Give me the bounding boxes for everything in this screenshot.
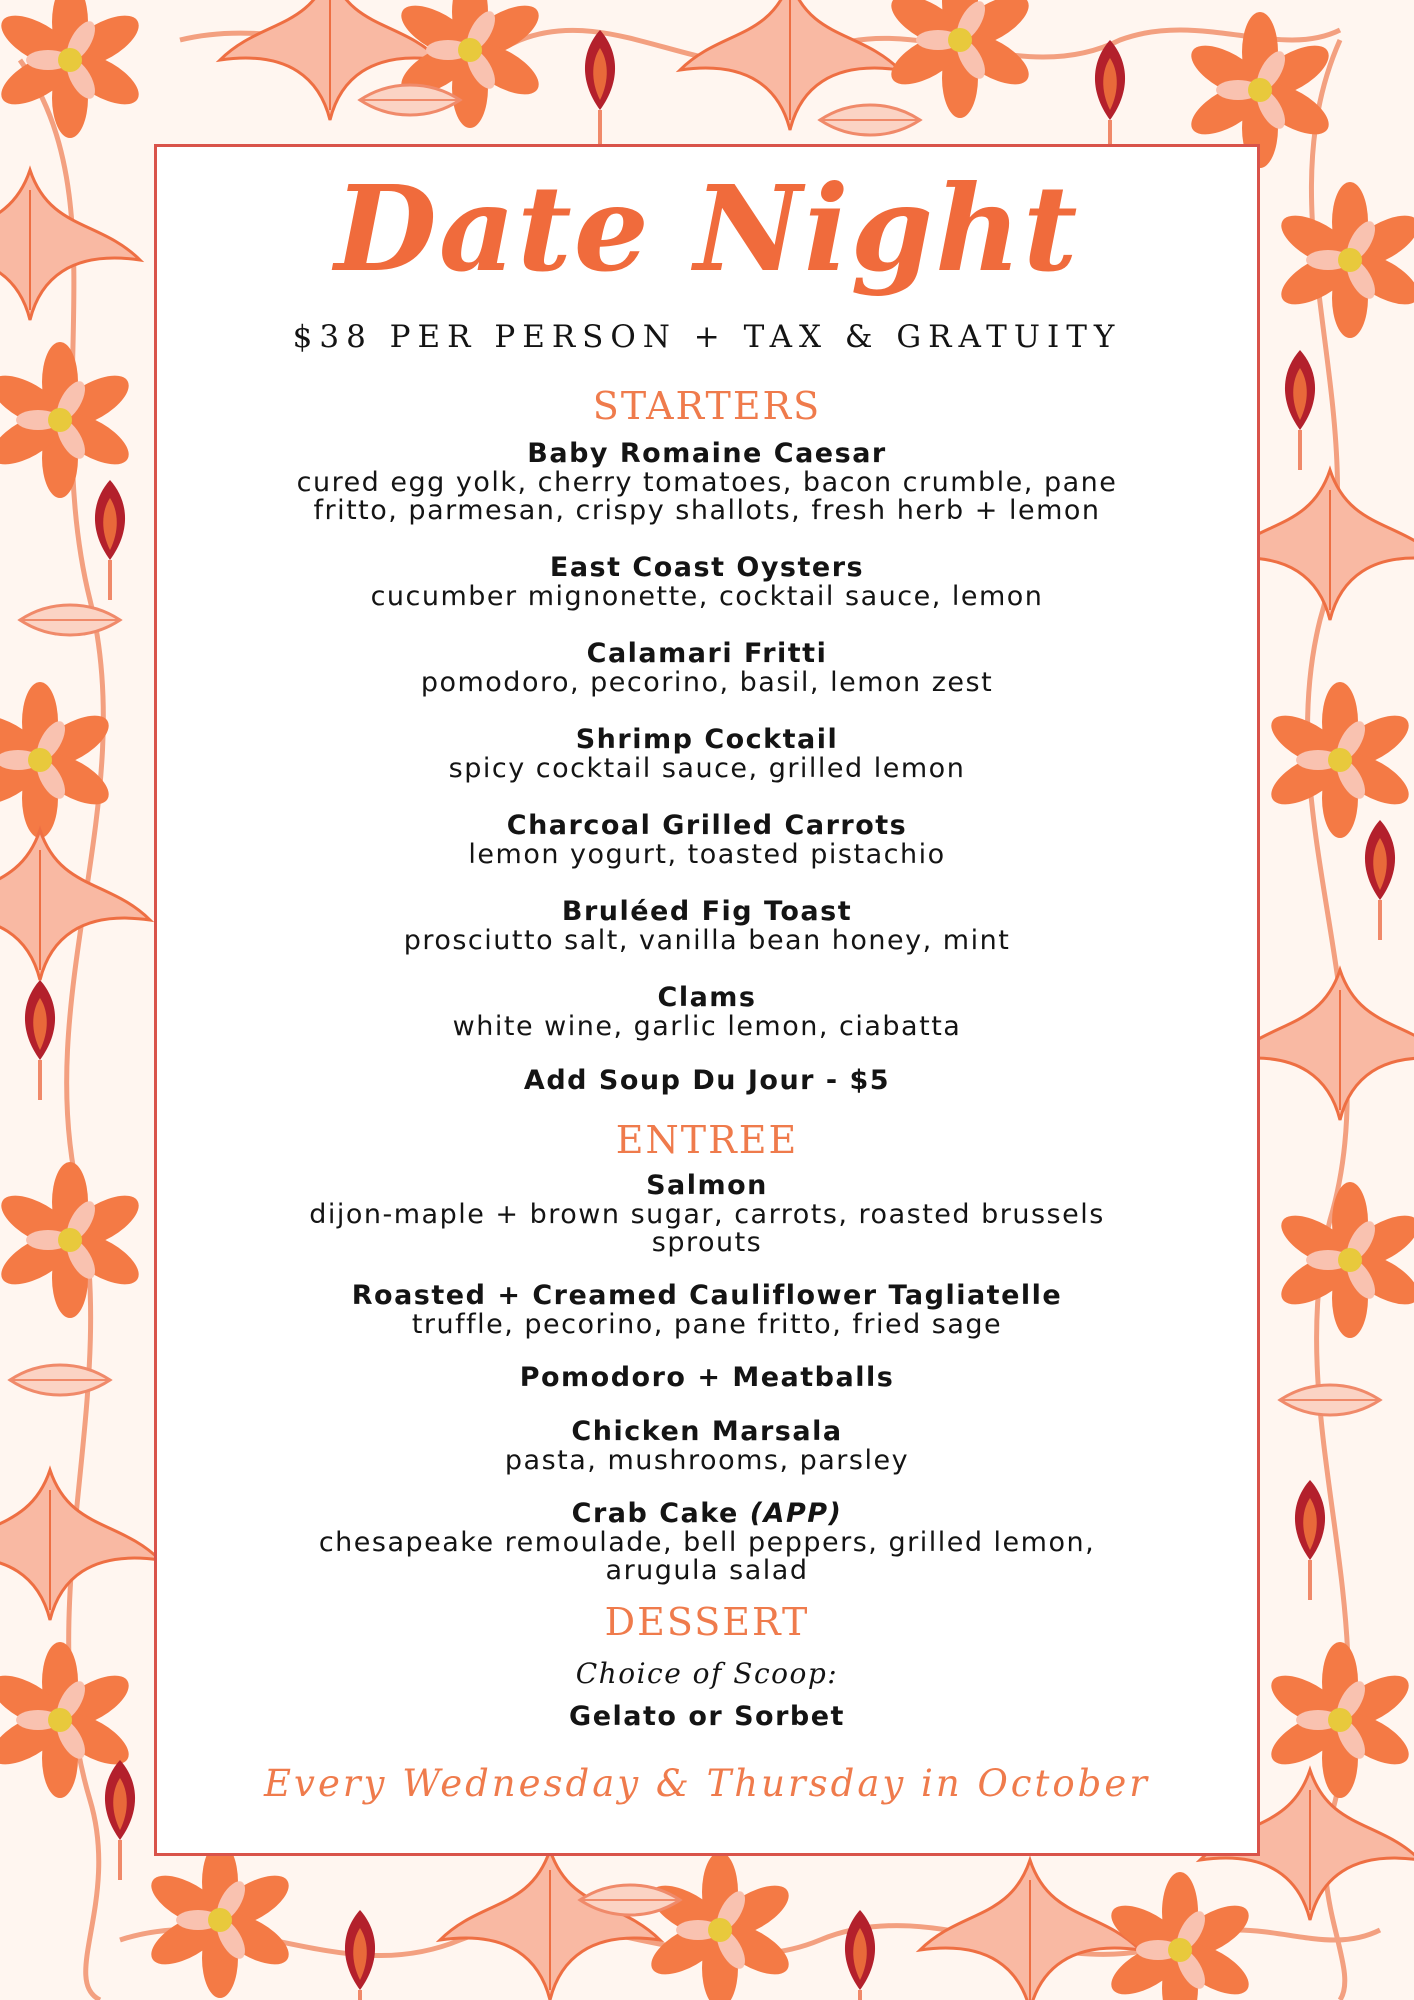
item-description: lemon yogurt, toasted pistachio [468,839,946,870]
starter-item [157,553,1257,611]
item-name: Shrimp Cocktail [575,724,839,755]
item-description: prosciutto salt, vanilla bean honey, mint [403,925,1011,956]
item-description: pomodoro, pecorino, basil, lemon zest [420,667,994,698]
item-name: East Coast Oysters [549,552,865,583]
starter-item [157,725,1257,783]
item-description: chesapeake remoulade, bell peppers, grilled lemon, arugula salad [318,1527,1096,1586]
item-name-text: Crab Cake [571,1498,739,1529]
item-name: Chicken Marsala [571,1416,843,1447]
entree-heading: ENTREE [615,1118,799,1162]
item-description: cucumber mignonette, cocktail sauce, lemon [370,581,1044,612]
footer-tagline: Every Wednesday & Thursday in October [264,1762,1150,1805]
entree-item [157,1363,1257,1393]
entree-item [157,1171,1257,1257]
menu-card [154,144,1260,1856]
item-name: Salmon [646,1170,768,1201]
item-name: Pomodoro + Meatballs [519,1362,895,1393]
starter-item [157,439,1257,525]
item-name: Roasted + Creamed Cauliflower Tagliatelle [351,1280,1063,1311]
entree-item [157,1417,1257,1475]
price-line: $38 PER PERSON + TAX & GRATUITY [292,319,1122,355]
entree-item [157,1281,1257,1339]
entree-item [157,1499,1257,1585]
item-name: Charcoal Grilled Carrots [506,810,908,841]
starter-item [157,639,1257,697]
item-name [157,1499,1257,1529]
dessert-heading: DESSERT [604,1600,810,1644]
soup-addon: Add Soup Du Jour - $5 [523,1065,891,1096]
item-description: white wine, garlic lemon, ciabatta [452,1011,962,1042]
starter-item [157,897,1257,955]
item-name: Baby Romaine Caesar [527,438,887,469]
item-description: pasta, mushrooms, parsley [504,1445,910,1476]
item-name: Bruléed Fig Toast [561,896,853,927]
item-description: spicy cocktail sauce, grilled lemon [448,753,966,784]
dessert-label: Choice of Scoop: [575,1657,839,1690]
item-description: dijon-maple + brown sugar, carrots, roasted brussels sprouts [309,1199,1105,1258]
item-note: (APP) [749,1498,843,1529]
item-name: Clams [657,982,757,1013]
starter-item [157,811,1257,869]
item-name: Calamari Fritti [586,638,828,669]
menu-title: Date Night [334,159,1080,298]
dessert-choice: Gelato or Sorbet [569,1701,845,1732]
starters-heading: STARTERS [592,384,822,428]
item-description: cured egg yolk, cherry tomatoes, bacon crumble, pane fritto, parmesan, crispy shallots, fresh herb + lemon [296,467,1118,526]
item-description: truffle, pecorino, pane fritto, fried sage [411,1309,1003,1340]
starter-item [157,983,1257,1041]
